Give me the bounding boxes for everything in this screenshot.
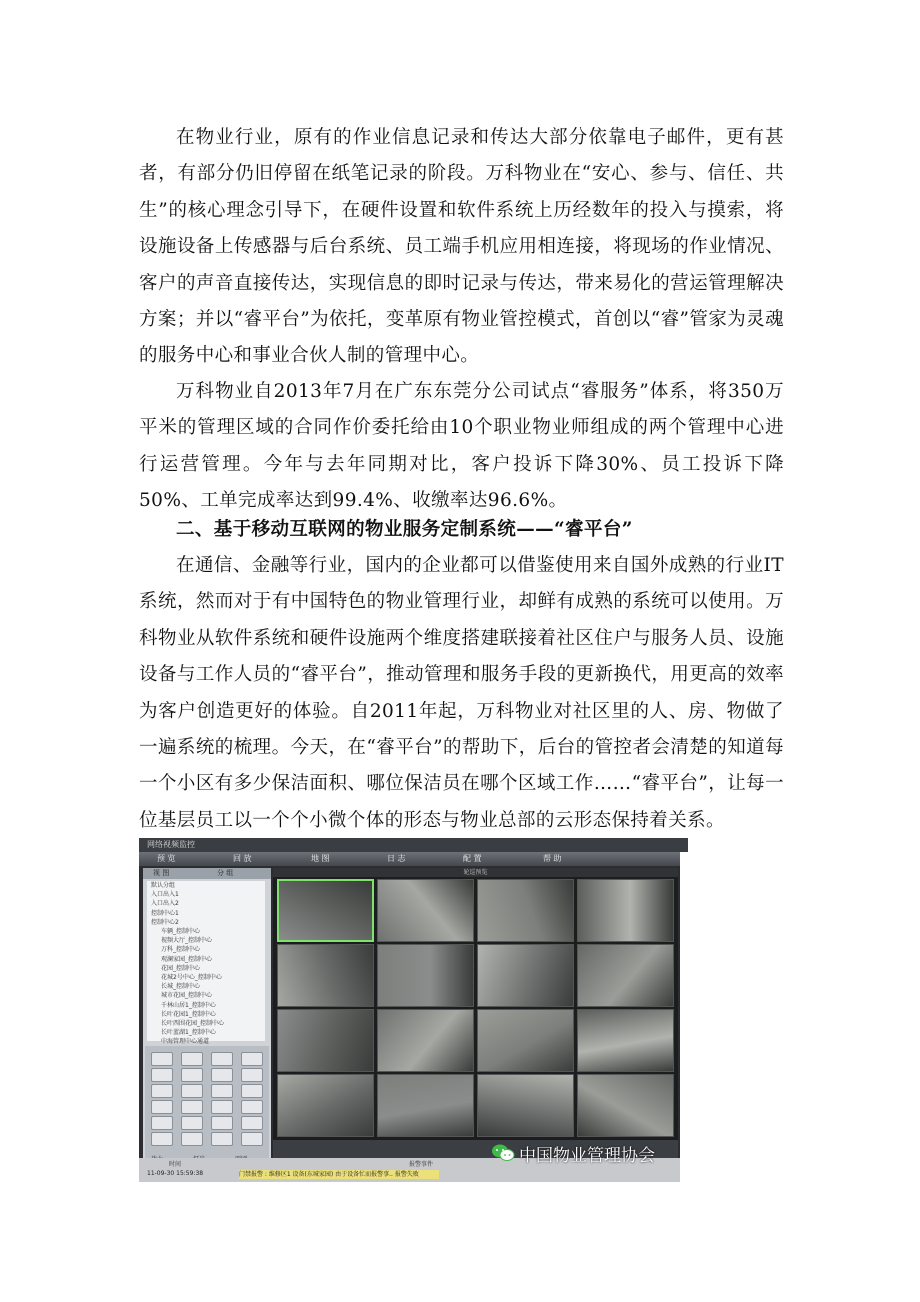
camera-feed[interactable] [377, 879, 474, 942]
ptz-button[interactable] [151, 1116, 173, 1130]
ptz-button[interactable] [151, 1084, 173, 1098]
camera-feed[interactable] [477, 1074, 574, 1137]
tree-item[interactable]: 中海管理中心通道 [161, 1038, 210, 1046]
camera-feed[interactable] [477, 944, 574, 1007]
alarm-message: 门禁报警 : 维修区1 设备(东城家园) 由于设备忙而报警事.. 报警失败 [239, 1170, 439, 1179]
ptz-button[interactable] [181, 1052, 203, 1066]
tree-item[interactable]: 长叶蓝湖1_控制中心 [161, 1029, 216, 1037]
paragraph-1: 在物业行业，原有的作业信息记录和传达大部分依靠电子邮件，更有甚者，有部分仍旧停留在纸笔记录的阶段。万科物业在“安心、参与、信任、共生”的核心理念引导下，在硬件设置和软件系统上历经数年的投入与摸索，将设施设备上传感器与后台系统、员工端手机应用相连接，将现场的作业情况、客户的声音直接传达，实现信息的即时记录与传达，带来易化的营运管理解决方案；并以“睿平台”为依托，变革原有物业管控模式，首创以“睿”管家为灵魂的服务中心和事业合伙人制的管理中心。 [139, 127, 784, 367]
ptz-button[interactable] [241, 1116, 263, 1130]
ptz-button[interactable] [211, 1068, 233, 1082]
paragraph-2: 万科物业自2013年7月在广东东莞分公司试点“睿服务”体系，将350万平米的管理区域的合同作价委托给由10个职业物业师组成的两个管理中心进行运营管理。今年与去年同期对比，客户投诉下降30%、员工投诉下降50%、工单完成率达到99.4%、收缴率达96.6%。 [139, 381, 784, 512]
tree-item[interactable]: 花城2号中心_控制中心 [161, 974, 222, 982]
tree-item[interactable]: 长叶花园1_控制中心 [161, 1010, 216, 1018]
camera-feed[interactable] [277, 1009, 374, 1072]
camera-feed[interactable] [577, 944, 674, 1007]
tab-view: 视 图 [153, 869, 170, 877]
camera-feed[interactable] [477, 879, 574, 942]
video-wall [273, 868, 678, 1140]
wechat-icon [491, 1143, 515, 1163]
camera-feed[interactable] [377, 944, 474, 1007]
ptz-button[interactable] [241, 1084, 263, 1098]
paragraph-3: 在通信、金融等行业，国内的企业都可以借鉴使用来自国外成熟的行业IT系统，然而对于有中国特色的物业管理行业，却鲜有成熟的系统可以使用。万科物业从软件系统和硬件设施两个维度搭建联接着社区住户与服务人员、设施设备与工作人员的“睿平台”，推动管理和服务手段的更新换代，用更高的效率为客户创造更好的体验。自2011年起，万科物业对社区里的人、房、物做了一遍系统的梳理。今天，在“睿平台”的帮助下，后台的管控者会清楚的知道每一个小区有多少保洁面积、哪位保洁员在哪个区域工作……“睿平台”，让每一位基层员工以一个个小微个体的形态与物业总部的云形态保持着关系。 [139, 555, 784, 831]
ptz-control-pad [145, 1046, 269, 1166]
panel-tabs [143, 868, 271, 879]
tree-item[interactable]: 千林山居1_控制中心 [161, 1001, 216, 1009]
tree-item[interactable]: 长城_控制中心 [161, 983, 201, 991]
menu-map: 地 图 [311, 854, 330, 863]
ptz-button[interactable] [241, 1132, 263, 1146]
menu-playback: 回 放 [233, 854, 252, 863]
tree-item[interactable]: 入口出入2 [151, 900, 179, 908]
tree-item[interactable]: 入口出入1 [151, 891, 179, 899]
menu-help: 帮 助 [543, 854, 562, 863]
tree-item[interactable]: 默认分组 [151, 882, 176, 889]
tree-item[interactable]: 视频大厅_控制中心 [161, 937, 213, 945]
ptz-button[interactable] [211, 1132, 233, 1146]
camera-feed[interactable] [477, 1009, 574, 1072]
ptz-button[interactable] [241, 1100, 263, 1114]
device-tree [147, 881, 265, 1046]
ptz-button[interactable] [181, 1100, 203, 1114]
surveillance-screenshot [139, 838, 680, 1182]
ptz-button[interactable] [211, 1052, 233, 1066]
camera-feed[interactable] [577, 1074, 674, 1137]
ptz-button[interactable] [151, 1052, 173, 1066]
device-panel [143, 868, 271, 1168]
ptz-button[interactable] [151, 1068, 173, 1082]
ptz-button[interactable] [181, 1068, 203, 1082]
menu-bar [139, 852, 680, 866]
ptz-button[interactable] [181, 1116, 203, 1130]
alarm-title: 报警事件 [409, 1161, 434, 1168]
tree-item[interactable]: 车辆_控制中心 [161, 928, 201, 936]
camera-feed[interactable] [377, 1009, 474, 1072]
ptz-button[interactable] [181, 1132, 203, 1146]
alarm-time: 11-09-30 15:59:38 [147, 1170, 204, 1177]
ptz-button[interactable] [181, 1084, 203, 1098]
section-heading-2: 二、基于移动互联网的物业服务定制系统——“睿平台” [176, 519, 633, 540]
ptz-button[interactable] [241, 1068, 263, 1082]
menu-log: 日 志 [387, 854, 406, 863]
camera-feed[interactable] [377, 1074, 474, 1137]
ptz-button[interactable] [211, 1100, 233, 1114]
ptz-button[interactable] [211, 1084, 233, 1098]
menu-preview: 预 览 [157, 854, 176, 863]
tree-item[interactable]: 长叶西围花园_控制中心 [161, 1020, 225, 1028]
window-title: 网络视频监控 [139, 838, 688, 852]
tree-item[interactable]: 观澜家园_控制中心 [161, 955, 213, 963]
tree-item[interactable]: 控制中心1 [151, 909, 179, 917]
camera-feed[interactable] [277, 879, 374, 942]
ptz-button[interactable] [241, 1052, 263, 1066]
tree-item[interactable]: 万科_控制中心 [161, 946, 201, 954]
tab-group: 分 组 [217, 869, 234, 877]
menu-config: 配 置 [463, 854, 482, 863]
camera-feed[interactable] [577, 1009, 674, 1072]
ptz-button[interactable] [151, 1100, 173, 1114]
watermark-text: 中国物业管理协会 [519, 1145, 655, 1166]
camera-feed[interactable] [577, 879, 674, 942]
tree-item[interactable]: 控制中心2 [151, 918, 179, 926]
ptz-button[interactable] [211, 1116, 233, 1130]
tree-item[interactable]: 花园_控制中心 [161, 964, 201, 972]
alarm-time-label: 时间 [169, 1161, 182, 1168]
camera-feed[interactable] [277, 1074, 374, 1137]
watermark [491, 1140, 655, 1166]
camera-feed[interactable] [277, 944, 374, 1007]
tree-item[interactable]: 城市花园_控制中心 [161, 992, 213, 1000]
ptz-button[interactable] [151, 1132, 173, 1146]
video-wall-title: 轮巡预览 [273, 868, 678, 877]
